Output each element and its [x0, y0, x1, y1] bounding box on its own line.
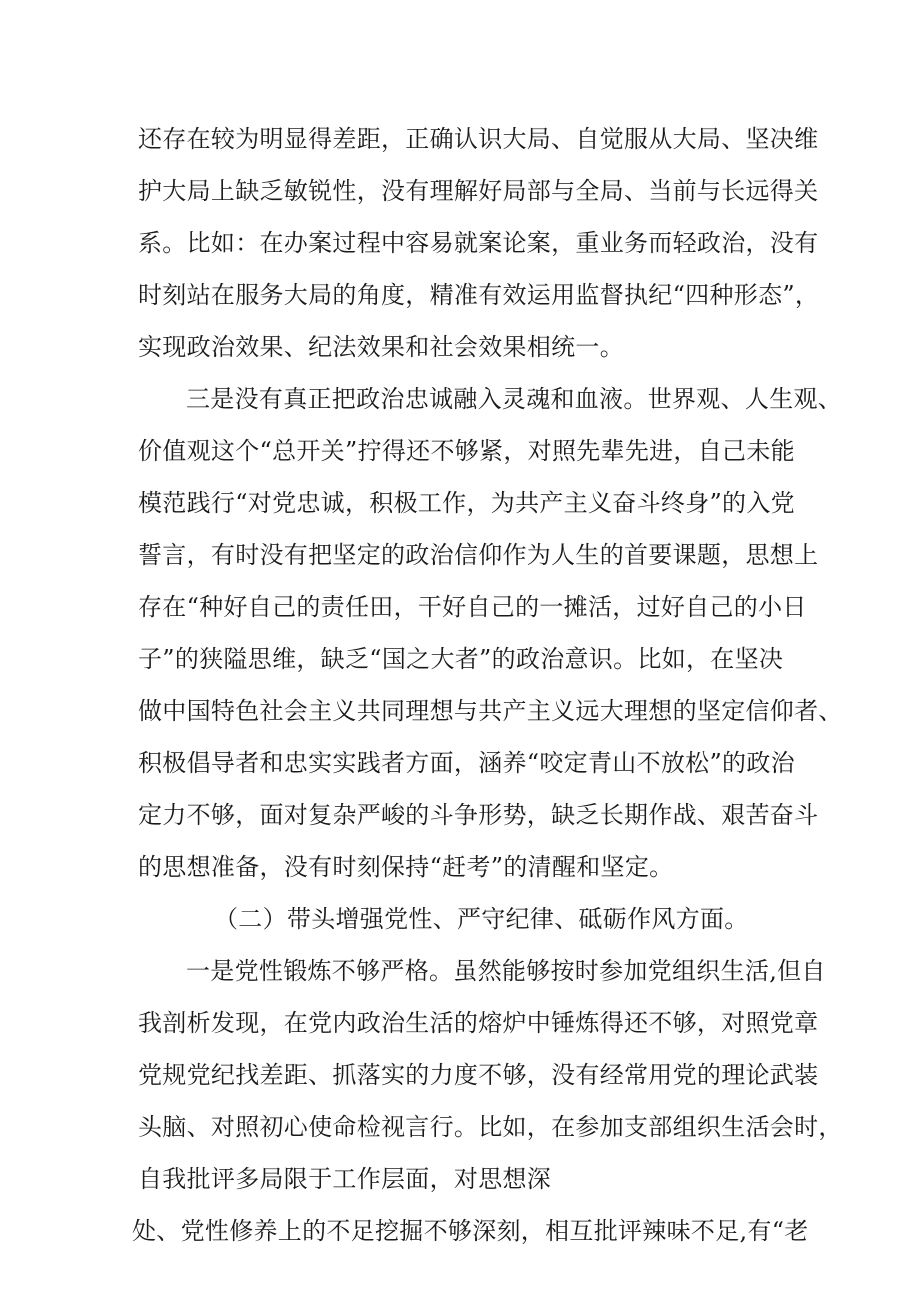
text-line: 子”的狭隘思维，缺乏“国之大者”的政治意识。比如，在坚决	[138, 645, 784, 673]
text-line: 党规党纪找差距、抓落实的力度不够，没有经常用党的理论武装	[138, 1061, 819, 1089]
section-heading: （二）带头增强党性、严守纪律、砥砺作风方面。	[214, 905, 749, 933]
text-line: 处、党性修养上的不足挖掘不够深刻，相互批评辣味不足,有“老	[132, 1217, 809, 1245]
text-line: 的思想准备，没有时刻保持“赶考”的清醒和坚定。	[138, 853, 674, 881]
paragraph-start-line: 三是没有真正把政治忠诚融入灵魂和血液。世界观、人生观、	[186, 385, 843, 413]
text-line: 还存在较为明显得差距，正确认识大局、自觉服从大局、坚决维	[138, 125, 819, 153]
text-line: 护大局上缺乏敏锐性，没有理解好局部与全局、当前与长远得关	[138, 177, 819, 205]
text-line: 头脑、对照初心使命检视言行。比如，在参加支部组织生活会时，	[138, 1113, 843, 1141]
text-line: 定力不够，面对复杂严峻的斗争形势，缺乏长期作战、艰苦奋斗	[138, 801, 819, 829]
text-line: 存在“种好自己的责任田，干好自己的一摊活，过好自己的小日	[138, 593, 807, 621]
text-line: 我剖析发现，在党内政治生活的熔炉中锤炼得还不够，对照党章	[138, 1009, 819, 1037]
text-line: 实现政治效果、纪法效果和社会效果相统一。	[138, 333, 624, 361]
text-line: 积极倡导者和忠实实践者方面，涵养“咬定青山不放松”的政治	[138, 749, 795, 777]
text-line: 做中国特色社会主义共同理想与共产主义远大理想的坚定信仰者、	[138, 697, 843, 725]
text-line: 自我批评多局限于工作层面，对思想深	[138, 1165, 552, 1193]
text-line: 价值观这个“总开关”拧得还不够紧，对照先辈先进，自己未能	[138, 437, 795, 465]
text-line: 模范践行“对党忠诚，积极工作，为共产主义奋斗终身”的入党	[138, 489, 795, 517]
paragraph-start-line: 一是党性锻炼不够严格。虽然能够按时参加党组织生活,但自	[186, 957, 826, 985]
text-line: 时刻站在服务大局的角度，精准有效运用监督执纪“四种形态”，	[138, 281, 820, 309]
text-line: 誓言，有时没有把坚定的政治信仰作为人生的首要课题，思想上	[138, 541, 819, 569]
text-line: 系。比如：在办案过程中容易就案论案，重业务而轻政治，没有	[138, 229, 819, 257]
